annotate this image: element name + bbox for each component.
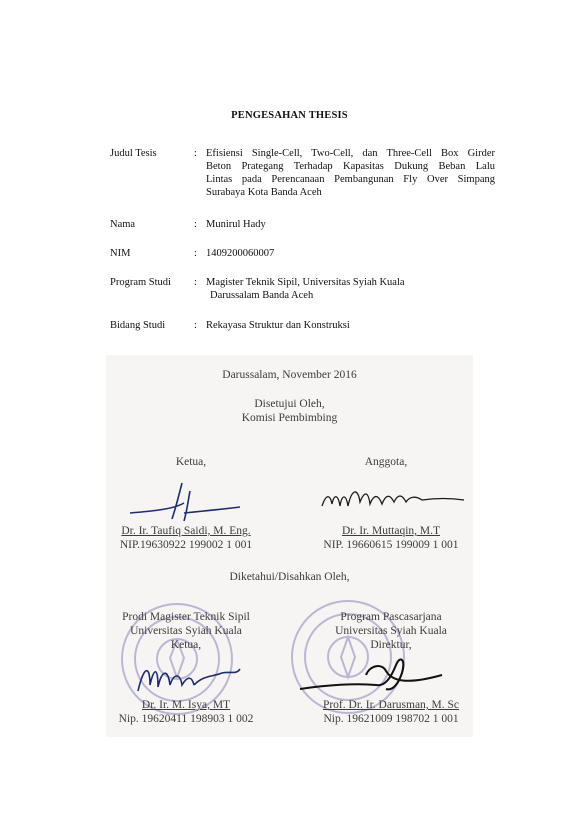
program-line: Darussalam Banda Aceh: [210, 290, 314, 301]
signature-left-bottom-icon: [132, 655, 242, 701]
right-org-signatory-nip: Nip. 19621009 198702 1 001: [323, 713, 459, 725]
field-bidang-studi: [110, 319, 495, 333]
bidang-studi-value: Rekayasa Struktur dan Konstruksi: [206, 320, 350, 331]
thesis-title-line: Surabaya Kota Banda Aceh: [206, 187, 322, 198]
field-nama: [110, 218, 495, 232]
thesis-title-line: Beton Prategang Terhadap Kapasitas Dukung Beban Lalu: [206, 161, 495, 172]
right-org-signatory-name: Prof. Dr. Ir. Darusman, M. Sc: [322, 699, 460, 711]
signature-right-icon: [318, 480, 468, 516]
approval-heading: Disetujui Oleh,: [254, 398, 325, 410]
field-label: Bidang Studi: [110, 320, 166, 331]
left-signatory-name: Dr. Ir. Taufiq Saidi, M. Eng.: [121, 525, 251, 537]
field-judul-tesis: [110, 147, 495, 203]
field-label: Judul Tesis: [110, 148, 157, 159]
field-label: NIM: [110, 248, 131, 259]
left-org-line: Prodi Magister Teknik Sipil: [122, 611, 250, 623]
field-nim: [110, 247, 495, 261]
signature-right-bottom-icon: [296, 645, 446, 701]
left-org-role: Ketua,: [170, 639, 202, 651]
field-colon: :: [194, 148, 197, 159]
acknowledged-heading: Diketahui/Disahkan Oleh,: [229, 571, 350, 583]
left-org-line: Universitas Syiah Kuala: [130, 625, 242, 637]
right-org-line: Universitas Syiah Kuala: [335, 625, 447, 637]
field-colon: :: [194, 248, 197, 259]
left-role: Ketua,: [175, 456, 207, 468]
field-label: Program Studi: [110, 277, 171, 288]
right-org-role: Direktur,: [370, 639, 412, 651]
right-signatory-nip: NIP. 19660615 199009 1 001: [323, 539, 459, 551]
left-org-signatory-name: Dr. Ir. M. Isya, MT: [141, 699, 231, 711]
field-program-studi: [110, 276, 495, 304]
right-signatory-name: Dr. Ir. Muttaqin, M.T: [341, 525, 441, 537]
thesis-title: [206, 147, 495, 199]
program-line: Magister Teknik Sipil, Universitas Syiah Kuala: [206, 277, 405, 288]
program-studi-value: [206, 276, 495, 302]
field-label: Nama: [110, 219, 136, 230]
committee-heading: Komisi Pembimbing: [241, 412, 338, 424]
right-role: Anggota,: [364, 456, 408, 468]
student-nim: 1409200060007: [206, 248, 275, 259]
page-title: PENGESAHAN THESIS: [231, 110, 348, 121]
field-colon: :: [194, 219, 197, 230]
signature-left-icon: [124, 473, 244, 525]
thesis-title-line: Lintas pada Perencanaan Pembangunan Fly Over Simpang: [206, 174, 495, 185]
field-colon: :: [194, 320, 197, 331]
right-org-line: Program Pascasarjana: [340, 611, 442, 623]
approval-place-date: Darussalam, November 2016: [222, 369, 357, 381]
approval-scan: [106, 355, 473, 737]
student-name: Munirul Hady: [206, 219, 266, 230]
field-colon: :: [194, 277, 197, 288]
left-org-signatory-nip: Nip. 19620411 198903 1 002: [118, 713, 254, 725]
left-signatory-nip: NIP.19630922 199002 1 001: [119, 539, 253, 551]
thesis-title-line: Efisiensi Single-Cell, Two-Cell, dan Three-Cell Box Girder: [206, 148, 495, 159]
